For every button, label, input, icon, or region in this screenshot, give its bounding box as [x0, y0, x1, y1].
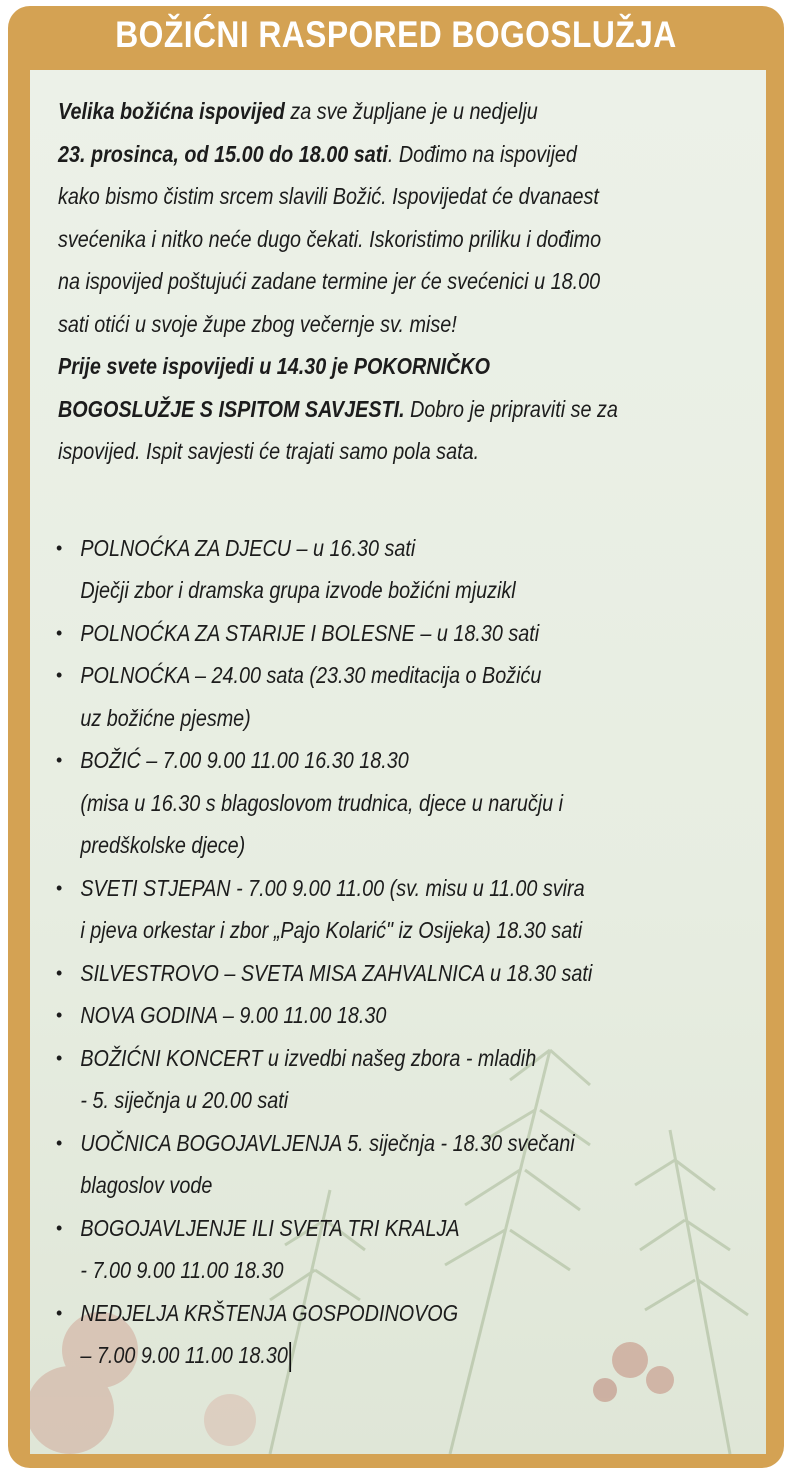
bullet-icon: •: [56, 1217, 63, 1238]
schedule-item: [58, 612, 758, 655]
intro-line-6: sati otići u svoje župe zbog večernje sv. mise!: [58, 310, 457, 337]
schedule-item-line: - 5. siječnja u 20.00 sati: [80, 1087, 289, 1113]
text-cursor: [290, 1342, 292, 1372]
bullet-icon: •: [56, 750, 63, 770]
schedule-item: [58, 994, 758, 1037]
schedule-item-line: NEDJELJA KRŠTENJA GOSPODINOVOG: [80, 1299, 459, 1326]
schedule-item: [58, 1037, 758, 1122]
page-title: BOŽIĆNI RASPORED BOGOSLUŽJA: [115, 14, 677, 55]
bullet-icon: •: [56, 665, 63, 685]
bullet-icon: •: [56, 1302, 63, 1323]
schedule-frame: [8, 6, 784, 1468]
intro-line-1: Velika božićna ispovijed za sve župljane je u nedjelju: [58, 98, 538, 124]
schedule-item: [58, 527, 758, 612]
bullet-icon: •: [56, 622, 63, 643]
intro-line-2: 23. prosinca, od 15.00 do 18.00 sati. Dođimo na ispovijed: [58, 140, 577, 167]
intro-line-3: kako bismo čistim srcem slavili Božić. Ispovijedat će dvanaest: [58, 183, 599, 209]
content-panel: [30, 70, 766, 1454]
intro-line-5: na ispovijed poštujući zadane termine jer će svećenici u 18.00: [58, 268, 601, 294]
bullet-icon: •: [56, 1132, 63, 1153]
schedule-item: [58, 867, 758, 952]
intro-line-4: svećenika i nitko neće dugo čekati. Iskoristimo priliku i dođimo: [58, 225, 602, 252]
bullet-icon: •: [56, 962, 63, 983]
schedule-item-line: Dječji zbor i dramska grupa izvode božićni mjuzikl: [80, 577, 516, 603]
schedule-item-line: i pjeva orkestar i zbor „Pajo Kolarić" iz Osijeka) 18.30 sati: [80, 917, 583, 943]
schedule-item-line: NOVA GODINA – 9.00 11.00 18.30: [80, 1002, 387, 1028]
schedule-item-line: (misa u 16.30 s blagoslovom trudnica, djece u naručju i: [80, 789, 564, 816]
schedule-item: [58, 739, 758, 867]
schedule-item-line: BOŽIĆNI KONCERT u izvedbi našeg zbora - mladih: [80, 1044, 537, 1071]
schedule-item-line: BOŽIĆ – 7.00 9.00 11.00 16.30 18.30: [80, 747, 409, 773]
schedule-item: [58, 1207, 758, 1292]
schedule-list: [58, 527, 758, 1377]
schedule-item-line: - 7.00 9.00 11.00 18.30: [80, 1257, 284, 1283]
intro-line-8: BOGOSLUŽJE S ISPITOM SAVJESTI. Dobro je pripraviti se za: [58, 395, 618, 422]
schedule-item-line: POLNOĆKA – 24.00 sata (23.30 meditacija o Božiću: [80, 662, 542, 688]
schedule-item-line: – 7.00 9.00 11.00 18.30: [58, 1334, 766, 1377]
schedule-item-line: blagoslov vode: [80, 1172, 213, 1198]
schedule-item: [58, 1292, 758, 1377]
intro-line-7: Prije svete ispovijedi u 14.30 je POKORNIČKO: [58, 353, 491, 379]
schedule-item-line: BOGOJAVLJENJE ILI SVETA TRI KRALJA: [80, 1214, 460, 1241]
bullet-icon: •: [56, 877, 63, 898]
bullet-icon: •: [56, 1047, 63, 1068]
schedule-item-line: SILVESTROVO – SVETA MISA ZAHVALNICA u 18.30 sati: [80, 959, 593, 986]
schedule-item-line: UOČNICA BOGOJAVLJENJA 5. siječnja - 18.30 svečani: [80, 1129, 575, 1156]
bullet-icon: •: [56, 537, 63, 558]
schedule-item: [58, 654, 758, 739]
schedule-item-line: SVETI STJEPAN - 7.00 9.00 11.00 (sv. misu u 11.00 svira: [80, 874, 585, 901]
schedule-item: [58, 952, 758, 995]
schedule-item: [58, 1122, 758, 1207]
schedule-item-line: POLNOĆKA ZA STARIJE I BOLESNE – u 18.30 sati: [80, 619, 540, 646]
schedule-item-line: predškolske djece): [80, 832, 246, 858]
schedule-text: [58, 90, 758, 1377]
schedule-item-line: uz božićne pjesme): [80, 704, 251, 731]
bullet-icon: •: [56, 1005, 63, 1025]
intro-line-9: ispovijed. Ispit savjesti će trajati samo pola sata.: [58, 438, 480, 464]
schedule-item-line: POLNOĆKA ZA DJECU – u 16.30 sati: [80, 534, 416, 561]
